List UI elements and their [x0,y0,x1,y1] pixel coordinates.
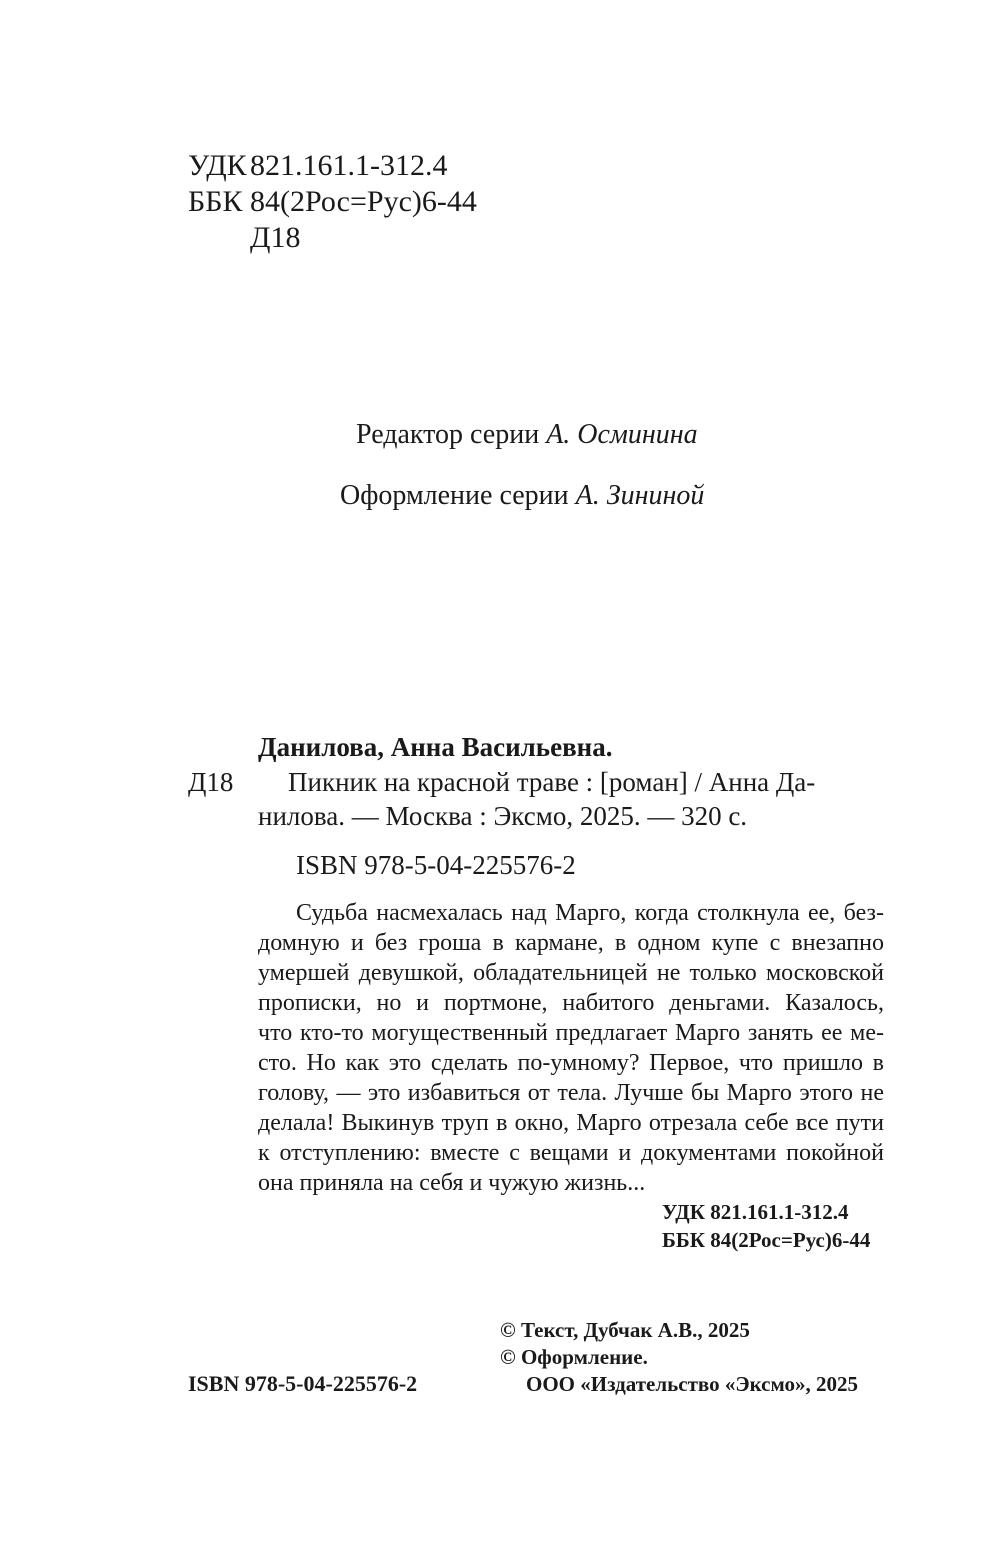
annotation-line: делала! Выкинув труп в окно, Марго отрезала себе все пути [258,1110,884,1136]
editor-label: Редактор серии [356,419,540,450]
design-label: Оформление серии [340,480,569,511]
annotation-line: голову, — это избавиться от тела. Лучше бы Марго этого не [258,1080,884,1106]
annotation-line: она приняла на себя и чужую жизнь... [258,1170,646,1196]
catalog-title-line1: Пикник на красной траве : [роман] / Анна Да- [288,767,816,797]
catalog-title-line2: нилова. — Москва : Эксмо, 2025. — 320 с. [258,801,748,831]
editor-name: А. Осминина [546,419,698,450]
annotation-line: к отступлению: вместе с вещами и документами покойной [258,1140,884,1166]
catalog-mark: Д18 [188,767,234,797]
copyright-design: © Оформление. [500,1345,648,1369]
bbk-value: 84(2Рос=Рус)6-44 [250,185,477,218]
card-bbk: ББК 84(2Рос=Рус)6-44 [662,1228,871,1252]
annotation [258,898,884,1198]
design-name: А. Зининой [575,480,705,511]
bbk-line [188,184,477,220]
publisher-line: ООО «Издательство «Эксмо», 2025 [526,1372,859,1396]
footer-isbn: ISBN 978-5-04-225576-2 [188,1371,418,1396]
bbk-label: ББК [188,185,243,218]
series-design [340,480,704,512]
annotation-line: сто. Но как это сделать по-умному? Первое, что пришло в [258,1050,884,1076]
annotation-line: домную и без гроша в кармане, в одном купе с внезапно [258,930,884,956]
catalog-isbn: ISBN 978-5-04-225576-2 [296,850,576,880]
udk-value: 821.161.1-312.4 [250,149,448,182]
catalog-author-heading: Данилова, Анна Васильевна. [258,732,613,762]
series-editor [356,419,698,451]
udk-label: УДК [188,149,247,182]
card-udk: УДК 821.161.1-312.4 [662,1200,849,1224]
annotation-line: Судьба насмехалась над Марго, когда столкнула ее, без- [296,900,884,926]
annotation-line: умершей девушкой, обладательницей не только московской [258,960,884,986]
annotation-line: прописки, но и портмоне, набитого деньгами. Казалось, [258,990,884,1016]
annotation-line: что кто-то могущественный предлагает Марго занять ее ме- [258,1020,884,1046]
copyright-text: © Текст, Дубчак А.В., 2025 [500,1318,750,1342]
udk-line [188,148,448,184]
author-mark: Д18 [250,221,301,254]
